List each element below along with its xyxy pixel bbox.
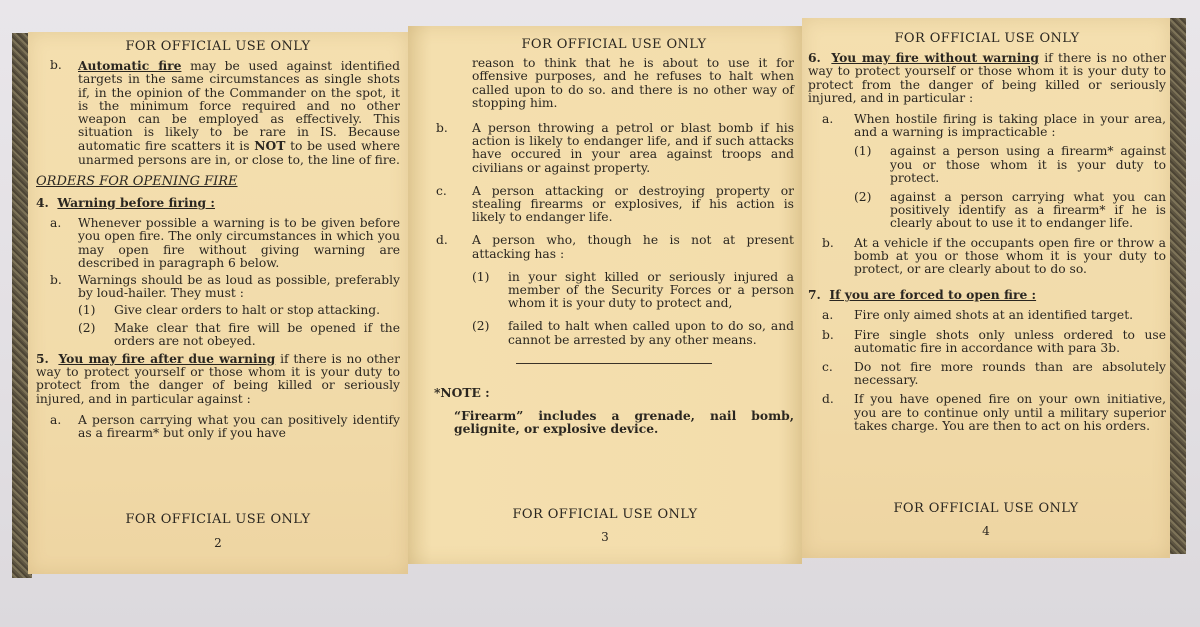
section-5-title: You may fire after due warning [58,351,276,367]
section-7-item-a: a. Fire only aimed shots at an identified target. [822,308,1134,323]
item-b: b. A person throwing a petrol or blast bomb if his action is likely to endanger life, and if such attacks have occured in your area against troops and civilians or against property. [436,121,794,175]
booklet-page-2 [28,32,408,574]
section-5-item-a: a. A person carrying what you can positively identify as a firearm* but only if you have [50,412,400,441]
section-6-item-a1: (1) against a person using a firearm* against you or those whom it is your duty to protect. [854,144,1166,185]
section-7-item-b: b. Fire single shots only unless ordered to use automatic fire in accordance with para 3b. [822,327,1166,355]
item-text: may be used against identified targets in the same circumstances as single shots if, in the opinion of the Commander on the spot, it is the minimum force required and no other weapon can be employed as effectively. This situation is likely to be rare in IS. Because automatic fire scatters it is [78,59,400,154]
section-5-paragraph: 5. You may fire after due warning if there is no other way to protect yourself or those whom it is your duty to protect from the danger of being killed or seriously injured, and in particular against : [36,351,400,406]
booklet-page-3 [408,26,802,564]
section-7-item-d: d. If you have opened fire on your own initiative, you are to continue only until a military superior takes charge. You are then to act on his orders. [822,392,1166,433]
section-6-item-a: a. When hostile firing is taking place in your area, and a warning is impracticable : [822,112,1166,140]
page-number: 2 [214,536,222,550]
item-d: d. A person who, though he is not at present attacking has : [436,233,794,261]
section-4-heading: 4. Warning before firing : [36,195,215,211]
continued-text: reason to think that he is about to use it for offensive purposes, and he refuses to halt when called upon to do so. and there is no other way of stopping him. [472,56,794,110]
orders-heading: ORDERS FOR OPENING FIRE [36,173,238,189]
section-7-heading: 7. If you are forced to open fire : [808,287,1037,303]
section-6-item-b: b. At a vehicle if the occupants open fire or throw a bomb at you or those whom it is your duty to protect, or are clearly about to do so. [822,235,1166,277]
item-b-automatic-fire [36,59,400,167]
page-footer: FOR OFFICIAL USE ONLY [512,507,698,522]
item-c: c. A person attacking or destroying property or stealing firearms or explosives, if his action is likely to endanger life. [436,183,794,225]
note-heading: *NOTE : [434,384,490,400]
item-d1: (1) in your sight killed or seriously injured a member of the Security Forces or a person whom it is your duty to protect and, [472,269,794,311]
item-label: b. [50,58,62,73]
page-number: 4 [982,524,990,538]
section-4-item-b2: (2) Make clear that fire will be opened if the orders are not obeyed. [78,320,400,348]
booklet-page-4 [802,18,1170,558]
section-4-item-a: a. Whenever possible a warning is to be given before you open fire. The only circumstances in which you may open fire without giving warning are described in paragraph 6 below. [50,216,400,270]
section-6-paragraph: 6. You may fire without warning if there is no other way to protect yourself or those whom it is your duty to protect from the danger of being killed or seriously injured, and in particular : [808,50,1167,105]
item-d2: (2) failed to halt when called upon to do so, and cannot be arrested by any other means. [472,319,794,347]
page-footer: FOR OFFICIAL USE ONLY [125,512,311,527]
page-header: FOR OFFICIAL USE ONLY [125,39,311,54]
page-header: FOR OFFICIAL USE ONLY [521,37,707,52]
section-4-item-b1: (1) Give clear orders to halt or stop attacking. [78,303,381,318]
section-6-title: You may fire without warning [831,50,1039,66]
note-text: “Firearm” includes a grenade, nail bomb, gelignite, or explosive device. [454,408,794,437]
item-text: to be used where unarmed persons are in, or close to, the line of fire. [78,139,400,167]
page-header: FOR OFFICIAL USE ONLY [894,31,1080,46]
item-title: Automatic fire [78,58,182,74]
section-7-item-c: c. Do not fire more rounds than are absolutely necessary. [822,360,1166,388]
section-6-item-a2: (2) against a person carrying what you can positively identify as a firearm* if he is clearly about to use it to endanger life. [854,190,1166,231]
section-4-item-b: b. Warnings should be as loud as possible, preferably by loud-hailer. They must : [50,273,400,301]
page-footer: FOR OFFICIAL USE ONLY [893,501,1079,516]
emphasis-not: NOT [254,138,286,154]
page-number: 3 [601,530,609,544]
divider-rule [516,363,712,364]
